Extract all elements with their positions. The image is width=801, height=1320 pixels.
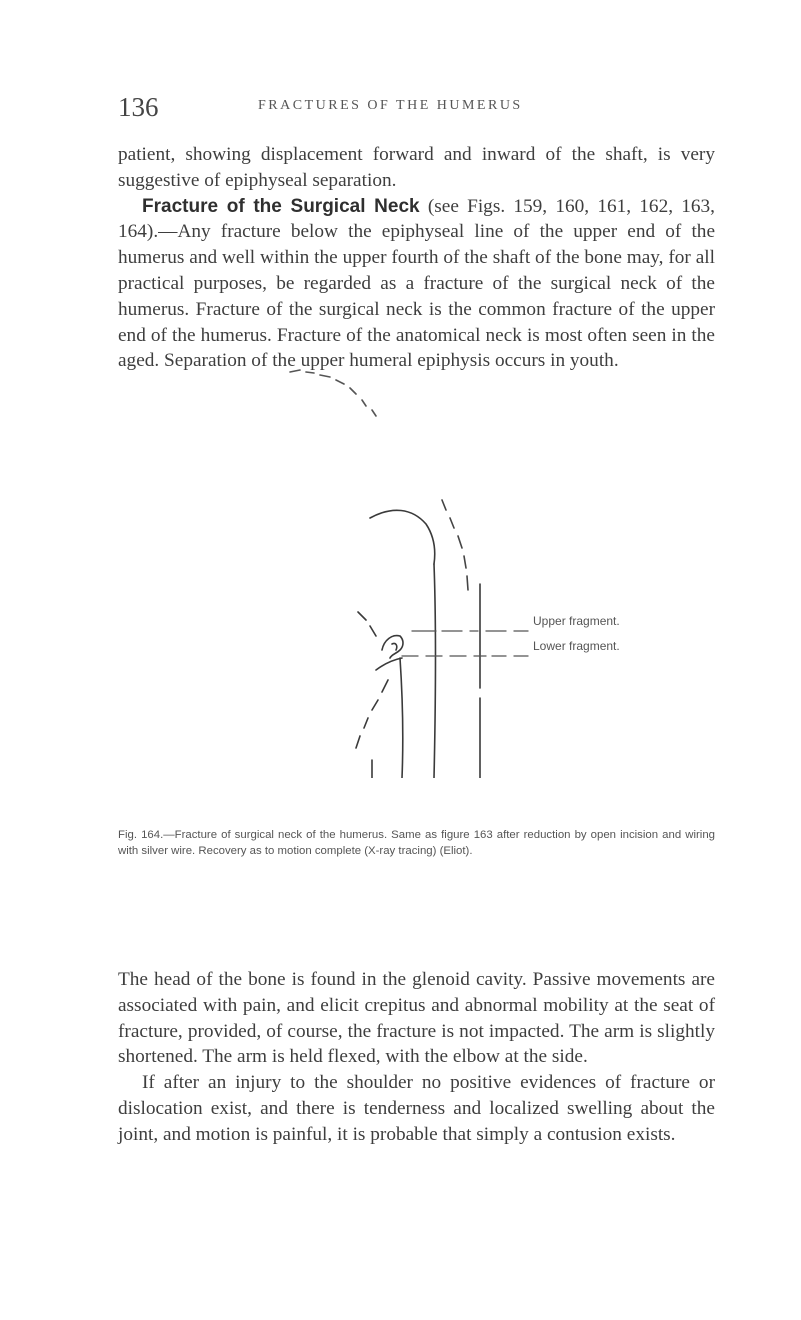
- running-head: FRACTURES OF THE HUMERUS: [258, 98, 523, 113]
- label-upper-fragment: Upper fragment.: [533, 614, 620, 628]
- figure-164: [0, 358, 801, 778]
- label-lower-fragment: Lower fragment.: [533, 639, 620, 653]
- paragraph-surgical-neck-text: (see Figs. 159, 160, 161, 162, 163, 164).—Any fracture below the epiphyseal line of the upper end of the humerus and well within the upper fourth of the shaft of the bone may, for all practical purposes, be regarded as a fracture of the surgical neck of the humerus. Fracture of the surgical neck is the common fracture of the upper end of the humerus. Fracture of the anatomical neck is most often seen in the aged. Separation of the upper humeral epiphysis occurs in youth.: [118, 195, 716, 372]
- caption-text: —Fracture of surgical neck of the humerus. Same as figure 163 after reduction by open incision and wiring with silver wire. Recovery as to motion complete (X-ray tracing) (Eliot).: [118, 829, 715, 857]
- page-header: [0, 92, 801, 128]
- scapula-outline: [290, 370, 376, 416]
- body-text-bottom: [118, 967, 715, 1148]
- paragraph-continuation: patient, showing displacement forward and inward of the shaft, is very suggestive of epiphyseal separation.: [118, 144, 715, 191]
- shaft-inner: [434, 564, 436, 778]
- figure-caption: [118, 828, 715, 859]
- xray-tracing: [0, 358, 801, 778]
- section-heading: Fracture of the Surgical Neck: [142, 195, 420, 217]
- body-text-top: [118, 142, 715, 374]
- caption-figure-number: Fig. 164.: [118, 829, 164, 841]
- shaft-left: [400, 658, 403, 778]
- scapula-lower-diagonal: [356, 680, 388, 748]
- paragraph-contusion: If after an injury to the shoulder no positive evidences of fracture or dislocation exist, and there is tenderness and localized swelling about the joint, and motion is painful, it is probable that simply a contusion exists.: [118, 1072, 715, 1145]
- paragraph-surgical-neck: [118, 194, 715, 375]
- fracture-site: [382, 636, 403, 658]
- left-contour: [358, 612, 376, 636]
- scapula-edge: [442, 500, 468, 590]
- page-number: 136: [118, 92, 159, 122]
- humeral-head-contour: [370, 510, 435, 564]
- paragraph-head-in-glenoid: The head of the bone is found in the glenoid cavity. Passive movements are associated with pain, and elicit crepitus and abnormal mobility at the seat of fracture, provided, of course, the fracture is not impacted. The arm is slightly shortened. The arm is held flexed, with the elbow at the side.: [118, 969, 715, 1068]
